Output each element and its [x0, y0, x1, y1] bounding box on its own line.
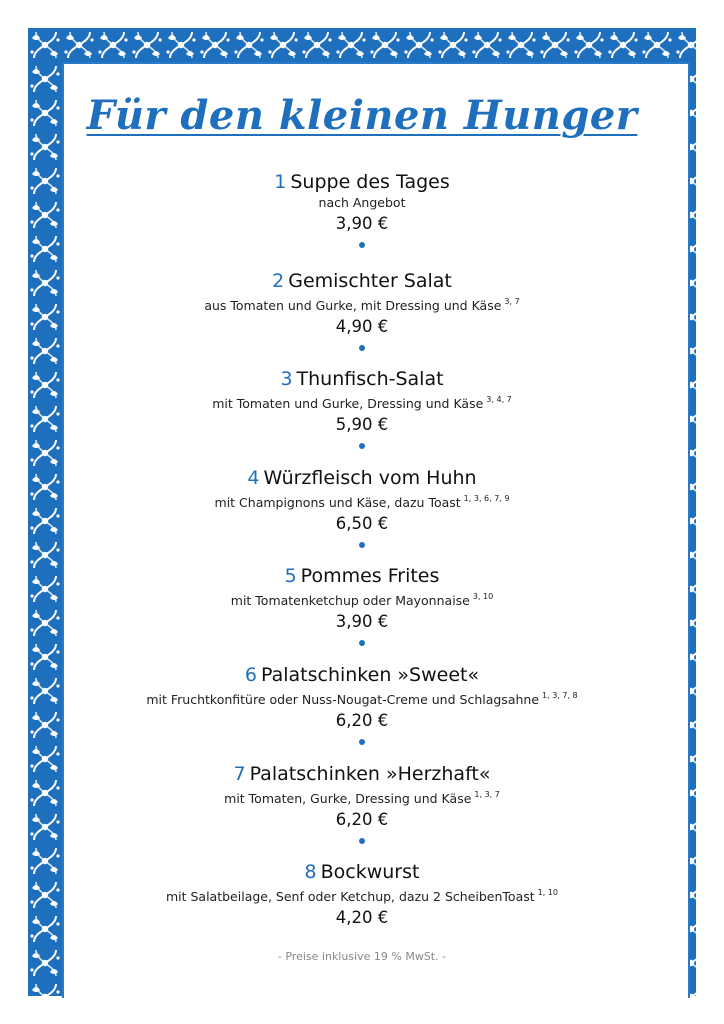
item-name: Bockwurst: [320, 861, 420, 884]
item-name: Palatschinken »Herzhaft«: [249, 762, 491, 785]
item-price: 5,90 €: [335, 415, 389, 435]
item-name: Suppe des Tages: [290, 171, 450, 193]
item-number: 8: [304, 861, 317, 884]
separator-dot-icon: [359, 838, 365, 844]
item-description: mit Champignons und Käse, dazu Toast: [214, 494, 461, 510]
item-price: 6,20 €: [335, 809, 389, 829]
menu-item: [0, 860, 724, 959]
item-price: 3,90 €: [335, 612, 389, 632]
menu-list: [0, 170, 724, 959]
separator-dot-icon: [359, 443, 365, 449]
item-name: Würzfleisch vom Huhn: [263, 466, 477, 489]
item-description: mit Tomatenketchup oder Mayonnaise: [230, 593, 470, 609]
item-description: mit Tomaten und Gurke, Dressing und Käse: [212, 396, 484, 412]
item-name: Pommes Frites: [300, 565, 440, 588]
menu-item: [0, 367, 724, 466]
item-allergens: 1, 3, 6, 7, 9: [463, 493, 510, 503]
item-number: 3: [280, 368, 293, 391]
menu-item: [0, 269, 724, 368]
item-price: 6,20 €: [335, 710, 389, 730]
item-description: aus Tomaten und Gurke, mit Dressing und Käse: [204, 297, 502, 313]
page-title: Für den kleinen Hunger: [86, 92, 638, 139]
menu-item: [0, 762, 724, 861]
item-allergens: 1, 3, 7, 8: [542, 690, 578, 700]
item-description: mit Fruchtkonfitüre oder Nuss-Nougat-Creme und Schlagsahne: [146, 691, 540, 707]
item-name: Palatschinken »Sweet«: [260, 663, 480, 686]
separator-dot-icon: [359, 739, 365, 745]
tax-note: - Preise inklusive 19 % MwSt. -: [277, 950, 447, 963]
item-price: 4,20 €: [335, 908, 389, 928]
item-allergens: 1, 3, 7: [474, 789, 500, 799]
menu-item: [0, 564, 724, 663]
item-allergens: 3, 10: [472, 592, 494, 602]
item-number: 1: [274, 171, 287, 193]
menu-item: [0, 466, 724, 565]
separator-dot-icon: [359, 640, 365, 646]
separator-dot-icon: [359, 345, 365, 351]
item-price: 6,50 €: [335, 513, 389, 533]
item-name: Thunfisch-Salat: [296, 368, 444, 391]
item-price: 4,90 €: [335, 316, 389, 336]
separator-dot-icon: [359, 542, 365, 548]
item-description: nach Angebot: [318, 195, 406, 210]
menu-item: [0, 663, 724, 762]
item-number: 7: [233, 762, 246, 785]
item-name: Gemischter Salat: [288, 269, 452, 292]
item-allergens: 3, 7: [504, 296, 520, 306]
item-description: mit Salatbeilage, Senf oder Ketchup, dazu 2 ScheibenToast: [165, 889, 535, 905]
item-number: 6: [244, 663, 257, 686]
item-description: mit Tomaten, Gurke, Dressing und Käse: [224, 790, 472, 806]
menu-item: [0, 170, 724, 269]
item-number: 2: [272, 269, 285, 292]
item-allergens: 1, 10: [537, 888, 559, 898]
separator-dot-icon: [359, 242, 365, 248]
item-price: 3,90 €: [335, 214, 389, 233]
item-allergens: 3, 4, 7: [486, 395, 512, 405]
item-number: 4: [247, 466, 260, 489]
item-number: 5: [284, 565, 297, 588]
